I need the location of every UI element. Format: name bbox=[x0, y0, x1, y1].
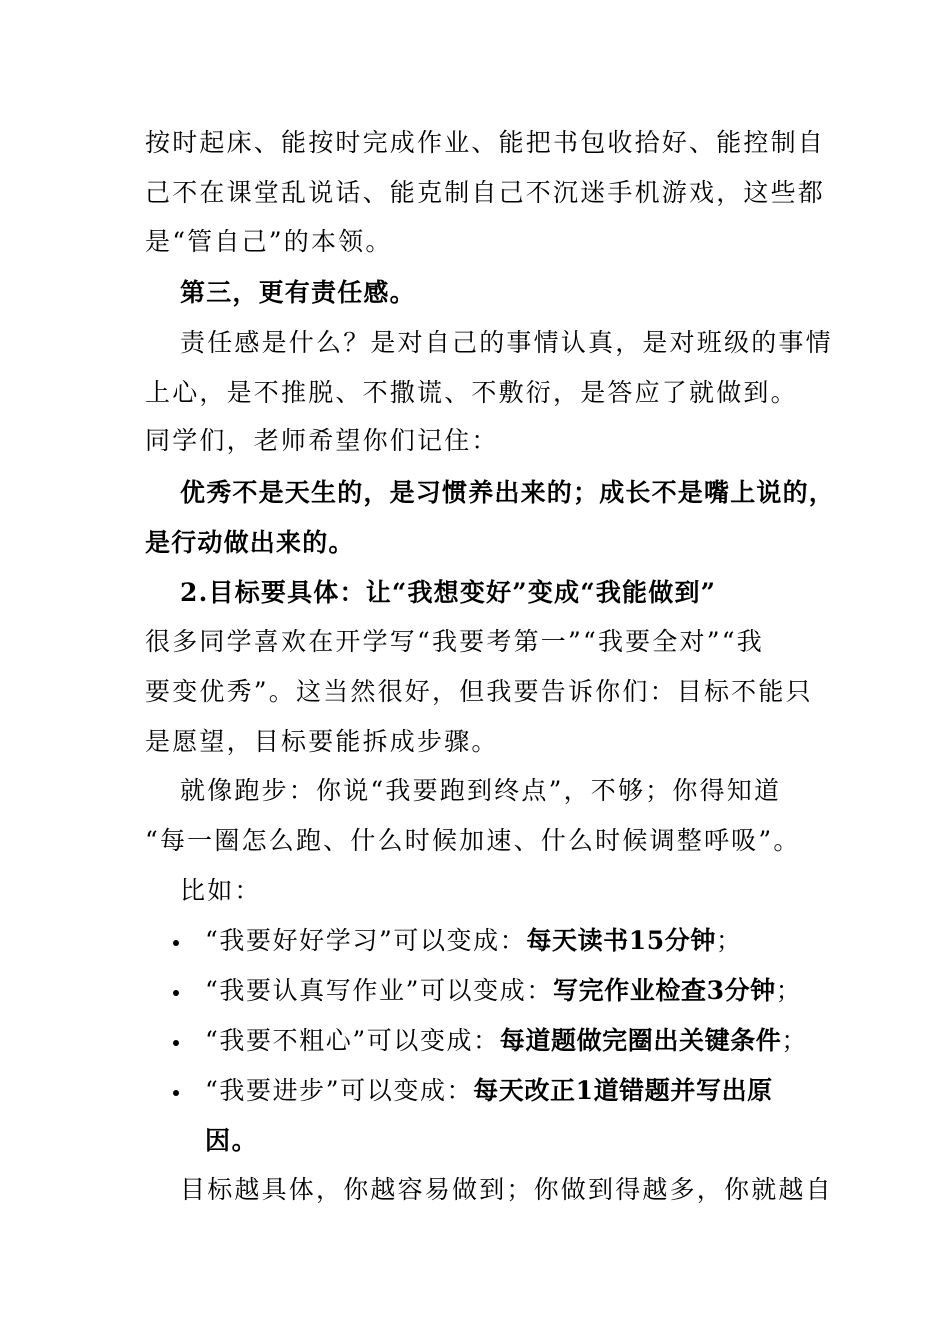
list-item-end: ； bbox=[781, 1026, 808, 1055]
paragraph-line: 是“管自己”的本领。 bbox=[145, 227, 393, 256]
paragraph-line: 目标越具体，你越容易做到；你做到得越多，你就越自 bbox=[180, 1175, 833, 1204]
list-item-emphasis: 每天读书15分钟 bbox=[526, 926, 716, 955]
list-item-emphasis: 每道题做完圈出关键条件 bbox=[499, 1026, 782, 1055]
paragraph-line: 就像跑步：你说“我要跑到终点”，不够；你得知道 bbox=[180, 776, 782, 805]
paragraph-line: 己不在课堂乱说话、能克制自己不沉迷手机游戏，这些都 bbox=[145, 178, 826, 207]
paragraph-line: 同学们，老师希望你们记住： bbox=[145, 426, 499, 455]
paragraph-line: 是愿望，目标要能拆成步骤。 bbox=[145, 727, 499, 756]
paragraph-line: 上心，是不推脱、不撒谎、不敷衍，是答应了就做到。 bbox=[145, 378, 798, 407]
bullet-dot-icon bbox=[173, 1090, 179, 1096]
list-item-text: “我要认真写作业”可以变成： bbox=[205, 976, 553, 1005]
paragraph-line: 责任感是什么？是对自己的事情认真，是对班级的事情 bbox=[180, 328, 833, 357]
paragraph-line: 很多同学喜欢在开学写“我要考第一”“我要全对”“我 bbox=[145, 627, 764, 656]
bullet-dot-icon bbox=[173, 1040, 179, 1046]
list-item-emphasis: 写完作业检查3分钟 bbox=[552, 976, 776, 1005]
section-heading: 第三，更有责任感。 bbox=[180, 278, 416, 307]
list-item-continuation: 因。 bbox=[205, 1126, 259, 1155]
list-item-emphasis: 每天改正1道错题并写出原 bbox=[473, 1076, 773, 1105]
bullet-dot-icon bbox=[173, 940, 179, 946]
paragraph-line: 要变优秀”。这当然很好，但我要告诉你们：目标不能只 bbox=[145, 677, 813, 706]
list-item-end: ； bbox=[715, 926, 743, 955]
paragraph-line: “每一圈怎么跑、什么时候加速、什么时候调整呼吸”。 bbox=[145, 826, 801, 855]
motto-line: 优秀不是天生的，是习惯养出来的；成长不是嘴上说的， bbox=[180, 478, 836, 507]
motto-line: 是行动做出来的。 bbox=[145, 528, 355, 557]
list-item-text: “我要不粗心”可以变成： bbox=[205, 1026, 500, 1055]
list-item-end: ； bbox=[775, 976, 803, 1005]
paragraph-line: 按时起床、能按时完成作业、能把书包收拾好、能控制自 bbox=[145, 128, 826, 157]
bullet-dot-icon bbox=[173, 990, 179, 996]
list-item-text: “我要进步”可以变成： bbox=[205, 1076, 474, 1105]
list-item-text: “我要好好学习”可以变成： bbox=[205, 926, 527, 955]
section-heading: 2.目标要具体：让“我想变好”变成“我能做到” bbox=[180, 578, 717, 607]
paragraph-line: 比如： bbox=[180, 876, 262, 905]
